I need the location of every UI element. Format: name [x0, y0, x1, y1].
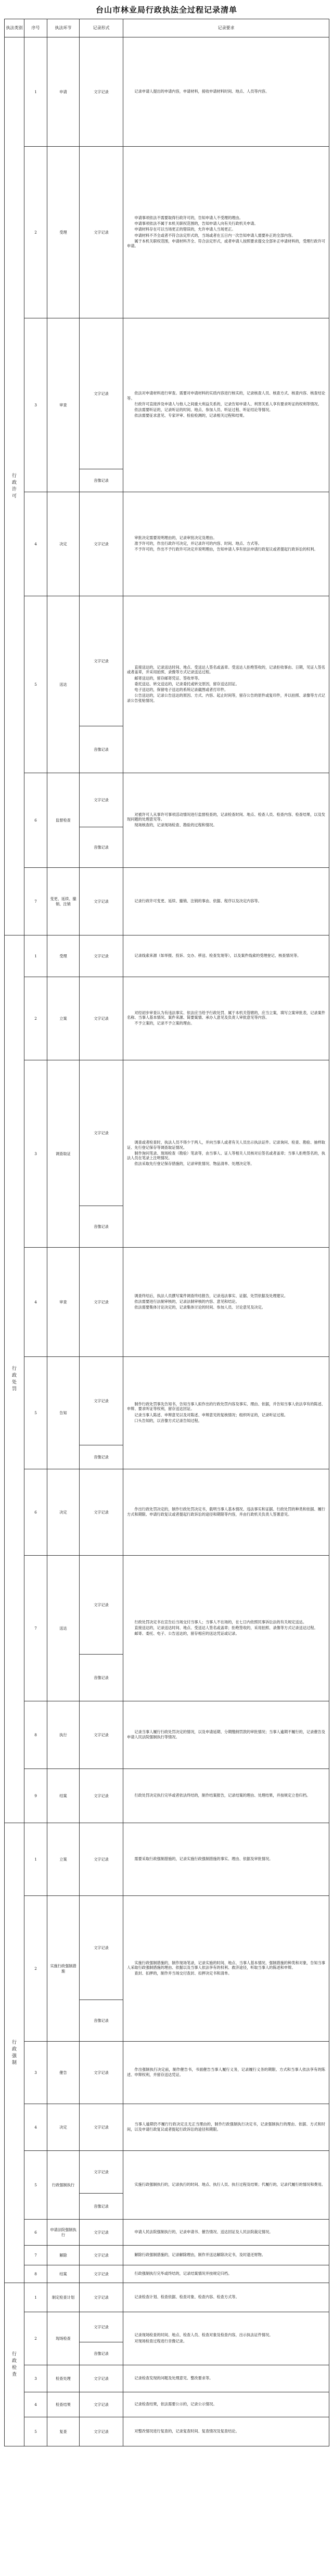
category-cell	[5, 1823, 24, 2283]
row-number: 5	[24, 596, 47, 773]
requirement-paragraph: 不予许可的，作出不予行政许可决定并说明理由，告知申请人享有依法申请行政复议或者提起行政诉讼的权利。	[134, 547, 318, 552]
requirement-paragraph: 属于本机关职权范围，申请材料齐全、符合法定形式，或者申请人按照要求提交全部补正申请材料的，受理行政许可申请。	[127, 238, 325, 248]
record-form-cell: 文字记录	[80, 1556, 123, 1655]
stage-cell: 实施行政强制措施	[47, 1896, 80, 2042]
row-number: 4	[24, 2104, 47, 2151]
record-form-cell: 文字记录	[80, 596, 123, 726]
stage-cell: 决定	[47, 1469, 80, 1556]
stage-cell: 调查取证	[47, 1060, 80, 1248]
requirement-cell	[123, 1357, 329, 1469]
row-number: 6	[24, 773, 47, 868]
stage-cell: 结案	[47, 2265, 80, 2283]
record-form-cell: 文字记录	[80, 2246, 123, 2265]
record-form-cell: 文字记录	[80, 1769, 123, 1823]
requirement-paragraph: 申请事项依法不需要取得行政许可的，告知申请人不受理的理由。	[134, 215, 243, 220]
stage-cell: 立案	[47, 1823, 80, 1896]
row-number: 8	[24, 2265, 47, 2283]
requirement-cell	[123, 318, 329, 492]
stage-cell: 审查	[47, 318, 80, 492]
record-form-cell: 文字记录	[80, 2283, 123, 2312]
requirement-cell	[123, 2265, 329, 2283]
requirement-paragraph: 邮寄、委托、电子、公告送达的，留存相应的送达凭证或记录。	[134, 1631, 239, 1636]
requirement-cell	[123, 2312, 329, 2365]
record-form-cell: 文字记录	[80, 2365, 123, 2392]
row-number: 6	[24, 1469, 47, 1556]
requirement-paragraph: 行政强制执行完毕或终结的，记录结案情况并按规定归档。	[134, 2271, 232, 2276]
requirement-paragraph: 申请人民法院强制执行的，记录申请书、催告情况、送达回证及人民法院裁定情况。	[134, 2229, 273, 2234]
row-number: 4	[24, 1248, 47, 1357]
requirement-paragraph: 申请材料存在可以当场更正的错误的，允许申请人当场更正。	[134, 227, 236, 232]
table-row	[5, 1357, 329, 1445]
requirement-paragraph: 不予立案的，记录不予立案的理由。	[134, 1021, 195, 1026]
row-number: 5	[24, 2417, 47, 2446]
requirement-cell	[123, 2220, 329, 2246]
requirement-paragraph: 制作询问笔录、现场检查（勘验）笔录等，由当事人、证人等相关人员核对后签名或者盖章；当事人拒绝签名的，执法人员在笔录上注明情况。	[127, 1150, 325, 1161]
table-row	[5, 2104, 329, 2151]
stage-cell: 受理	[47, 147, 80, 318]
requirement-paragraph: 对现场检查过程进行音像记录。	[134, 2338, 187, 2343]
record-form-cell: 文字记录	[80, 773, 123, 827]
stage-cell: 决定	[47, 492, 80, 596]
requirement-paragraph: 行政处罚决定书在宣告后当场交付当事人；当事人不在场的，在七日内依照民事诉讼法的有关规定送达。	[134, 1619, 307, 1624]
requirement-paragraph: 查封、扣押的，制作并当场交付查封、扣押决定书和清单。	[134, 1971, 232, 1976]
record-form-cell: 音像记录	[80, 1206, 123, 1248]
table-row	[5, 318, 329, 469]
requirement-paragraph: 依法需要集体讨论决定的，记录集体讨论的时间、参加人员、讨论意见及决定。	[134, 1305, 265, 1310]
table-row	[5, 2220, 329, 2246]
requirement-paragraph: 解除行政强制措施的，记录解除理由，制作并送达解除决定书，及时退还财物。	[134, 2252, 265, 2257]
requirement-paragraph: 记录线索来源（如举报、投诉、交办、移送、检查发现等），以及案件线索的受理登记、核查情况等。	[134, 953, 301, 958]
requirement-paragraph: 记录检查计划、检查依据、检查对象、检查内容、检查方式等。	[134, 2294, 239, 2299]
record-form-cell: 文字记录	[80, 2151, 123, 2194]
record-form-cell: 音像记录	[80, 2000, 123, 2042]
record-form-cell: 文字记录	[80, 2042, 123, 2104]
row-number: 1	[24, 37, 47, 147]
row-number: 7	[24, 868, 47, 935]
table-row	[5, 37, 329, 147]
stage-cell: 决定	[47, 2104, 80, 2151]
stage-cell: 申请	[47, 37, 80, 147]
requirement-paragraph: 行政处罚决定执行完毕或者依法终结的，制作结案报告，记录结案的理由、处理结果，并按规定立卷归档。	[134, 1792, 311, 1798]
record-form-cell: 文字记录	[80, 2417, 123, 2446]
requirement-paragraph: 实施行政强制措施的，制作现场笔录，记录实施的时间、地点、当事人基本情况、强制措施的种类和对象，告知当事人采取行政强制措施的理由、依据以及当事人依法享有的权利、救济途径，听取当事人的陈述和申辩。	[127, 1960, 325, 1970]
requirement-paragraph: 申请事项依法不属于本机关职权范围的，告知申请人向有关行政机关申请。	[134, 221, 258, 226]
requirement-cell	[123, 2283, 329, 2312]
requirement-paragraph: 口头告知的，以音像方式记录告知过程。	[134, 1418, 202, 1423]
table-row	[5, 1896, 329, 2000]
requirement-paragraph: 现场核查的，记录现场检查、勘验的过程和情况。	[134, 823, 217, 828]
table-row	[5, 2265, 329, 2283]
table-row	[5, 1769, 329, 1823]
table-row	[5, 977, 329, 1060]
stage-cell: 催告	[47, 2042, 80, 2104]
requirement-paragraph: 电子送达的，保留电子送达的系统记录截图或者打印件。	[134, 687, 228, 693]
header-number: 序号	[24, 19, 47, 37]
requirement-cell	[123, 1769, 329, 1823]
table-row	[5, 492, 329, 596]
requirement-paragraph: 调查或者检查时，执法人员不得少于两人，并向当事人或者有关人员出示执法证件。记录询问、检查、勘验、抽样取证、先行登记保存等调查取证情况。	[127, 1140, 325, 1150]
row-number: 5	[24, 2151, 47, 2220]
requirement-cell	[123, 2246, 329, 2265]
requirement-paragraph: 依法需要进行法制审核的，记录法制审核的内容、意见和结论。	[134, 1299, 239, 1304]
requirement-cell	[123, 773, 329, 868]
record-form-cell: 文字记录	[80, 2104, 123, 2151]
stage-cell: 结案	[47, 1769, 80, 1823]
requirement-paragraph: 准予许可的，作出行政许可决定，并记录许可的内容、时间、地点、方式等。	[134, 541, 262, 546]
table-row	[5, 2312, 329, 2342]
row-number: 2	[24, 1896, 47, 2042]
requirement-paragraph: 作出强制执行决定前，制作催告书，书面催告当事人履行义务，记录履行义务的期限、方式和当事人依法享有的陈述、申辩权利，并留存送达凭证。	[127, 2067, 325, 2077]
record-form-cell: 文字记录	[80, 1357, 123, 1445]
row-number: 3	[24, 2042, 47, 2104]
row-number: 3	[24, 1060, 47, 1248]
requirement-paragraph: 邮寄送达的，留存邮寄凭证、签收单等。	[134, 675, 202, 681]
requirement-cell	[123, 2151, 329, 2220]
requirement-cell	[123, 2365, 329, 2392]
table-row	[5, 868, 329, 935]
requirement-cell	[123, 2104, 329, 2151]
header-record-requirement: 记录要求	[123, 19, 329, 37]
record-form-cell: 文字记录	[80, 2312, 123, 2342]
requirement-paragraph: 对经初步审查认为有违法事实、依法应当给予行政处罚、属于本机关管辖的，应当立案，填写立案审批表，记录案件名称、当事人基本情况、案件来源、简要案情、承办人意见及负责人审批意见等内容。	[127, 1010, 325, 1020]
table-row	[5, 2417, 329, 2446]
record-form-cell: 文字记录	[80, 492, 123, 596]
category-cell	[5, 2283, 24, 2446]
requirement-paragraph: 记录现场检查的时间、地点、检查人员、检查对象及检查内容，出示执法证件情况。	[134, 2333, 273, 2338]
table-row	[5, 2042, 329, 2104]
requirement-paragraph: 依法采取先行登记保存措施的，记录审批情况、物品清单、处理决定等。	[134, 1161, 254, 1167]
table-row	[5, 1469, 329, 1556]
requirement-paragraph: 实施行政强制执行的，记录执行的时间、地点、执行人员、执行过程及结果；代履行的，记录代履行的情况和费用。	[134, 2182, 325, 2187]
record-form-cell: 文字记录	[80, 2220, 123, 2246]
requirement-paragraph: 记录申请人提出的申请内容，申请材料，接收申请材料时间、地点、人员等内容。	[134, 88, 270, 94]
table-row	[5, 1248, 329, 1357]
record-form-cell: 音像记录	[80, 2194, 123, 2220]
row-number: 1	[24, 935, 47, 977]
record-form-cell: 文字记录	[80, 147, 123, 318]
requirement-cell	[123, 1701, 329, 1769]
category-label: 行政强制	[12, 2040, 18, 2066]
record-form-cell: 音像记录	[80, 827, 123, 868]
table-row	[5, 2246, 329, 2265]
requirement-cell	[123, 1248, 329, 1357]
category-label: 行政处罚	[12, 1366, 18, 1392]
requirement-paragraph: 公告送达的，记录公告送达的原因、方式、内容、起止时间等，留存公告的原件或复印件，并以拍照、录像等方式记录公告张贴情况。	[127, 693, 325, 703]
record-form-cell: 音像记录	[80, 469, 123, 492]
stage-cell: 制定检查计划	[47, 2283, 80, 2312]
requirement-cell	[123, 1556, 329, 1701]
table-row	[5, 2365, 329, 2392]
requirement-paragraph: 直接送达的，记录送达时间、地点、受送达人签名或盖章。受送达人拒绝签收的，记录拒收事由、日期，见证人签名或者盖章，并采用拍照、录像等方式记录送达过程。	[127, 665, 325, 675]
record-form-cell: 文字记录	[80, 2265, 123, 2283]
stage-cell: 立案	[47, 977, 80, 1060]
requirement-paragraph: 需要采取行政强制措施的，记录实施行政强制措施的事实、理由、依据及审批情况。	[134, 1856, 273, 1861]
category-cell	[5, 37, 24, 935]
requirement-paragraph: 审批决定需要说明理由的，记录审批决定及理由。	[134, 535, 217, 540]
record-form-cell: 文字记录	[80, 1248, 123, 1357]
requirement-paragraph: 制作行政处罚事先告知书，告知当事人拟作出的行政处罚内容及事实、理由、依据，并告知当事人依法享有的陈述、申辩、要求听证等权利，留存送达回证。	[127, 1402, 325, 1412]
record-form-cell: 音像记录	[80, 1445, 123, 1469]
table-row	[5, 147, 329, 318]
stage-cell: 复查	[47, 2417, 80, 2446]
row-number: 5	[24, 1357, 47, 1469]
header-category: 执法类别	[5, 19, 24, 37]
requirement-cell	[123, 1823, 329, 1896]
table-row	[5, 1823, 329, 1896]
row-number: 8	[24, 1701, 47, 1769]
stage-cell: 变更、延续、撤销、注销	[47, 868, 80, 935]
row-number: 7	[24, 2246, 47, 2265]
row-number: 3	[24, 318, 47, 492]
table-row	[5, 1060, 329, 1206]
requirement-paragraph: 直接送达的，记录送达时间、地点、受送达人签名或盖章；拒绝签收的，采用拍照、录像等方式记录送达过程。	[134, 1625, 318, 1630]
header-stage: 执法环节	[47, 19, 80, 37]
record-form-cell: 音像记录	[80, 726, 123, 773]
requirement-paragraph: 调查终结后，执法人员撰写案件调查终结报告，记录违法事实、证据、处罚依据及处理建议。	[134, 1293, 288, 1298]
table-row	[5, 773, 329, 827]
row-number: 4	[24, 492, 47, 596]
row-number: 9	[24, 1769, 47, 1823]
record-form-cell: 音像记录	[80, 1655, 123, 1701]
table-row	[5, 935, 329, 977]
row-number: 1	[24, 2283, 47, 2312]
stage-cell: 告知	[47, 1357, 80, 1469]
requirement-cell	[123, 1896, 329, 2042]
requirement-cell	[123, 1060, 329, 1248]
table-row	[5, 1701, 329, 1769]
requirement-paragraph: 记录检查发现的问题及处理意见、整改要求等。	[134, 2375, 213, 2380]
requirement-paragraph: 当事人逾期仍不履行行政决定且无正当理由的，制作行政强制执行决定书，记录强制执行的理由、依据、方式和时间，以及申请行政复议或者提起行政诉讼的途径和期限。	[127, 2122, 325, 2132]
category-label: 行政许可	[12, 473, 18, 499]
stage-cell: 行政强制执行	[47, 2151, 80, 2220]
requirement-paragraph: 对被许可人从事许可事项活动情况进行监督检查的，记录检查时间、地点、检查人员、检查内容、检查结果，以及发现问题的处理意见等。	[127, 812, 325, 822]
stage-cell: 执行	[47, 1701, 80, 1769]
row-number: 6	[24, 2220, 47, 2246]
row-number: 7	[24, 1556, 47, 1701]
stage-cell: 受理	[47, 935, 80, 977]
stage-cell: 现场检查	[47, 2312, 80, 2365]
record-form-cell: 文字记录	[80, 1060, 123, 1206]
page-title: 台山市林业局行政执法全过程记录清单	[95, 5, 237, 15]
stage-cell: 申请法院强制执行	[47, 2220, 80, 2246]
table-row	[5, 2283, 329, 2312]
row-number: 2	[24, 147, 47, 318]
requirement-paragraph: 记录当事人履行行政处罚决定的情况，以及申请延期、分期缴纳罚款的审批情况；当事人逾期不履行的，记录催告及申请人民法院强制执行等情况。	[127, 1729, 325, 1739]
stage-cell: 监督检查	[47, 773, 80, 868]
record-form-cell: 文字记录	[80, 935, 123, 977]
table-row	[5, 596, 329, 726]
header-record-form: 记录形式	[80, 19, 123, 37]
table-row	[5, 1556, 329, 1655]
record-form-cell: 文字记录	[80, 2392, 123, 2417]
requirement-paragraph: 记录当事人陈述、申辩意见以及对陈述、申辩意见的复核情况；组织听证的，记录听证过程。	[134, 1412, 288, 1417]
row-number: 4	[24, 2392, 47, 2417]
requirement-paragraph: 对整改情况进行复查的，记录复查时间、复查情况及复查结论。	[134, 2428, 239, 2433]
requirement-cell	[123, 37, 329, 147]
table-row	[5, 2392, 329, 2417]
record-form-cell: 文字记录	[80, 318, 123, 469]
record-form-cell: 文字记录	[80, 868, 123, 935]
record-form-cell: 文字记录	[80, 1896, 123, 2000]
stage-cell: 解除	[47, 2246, 80, 2265]
row-number: 1	[24, 1823, 47, 1896]
row-number: 2	[24, 977, 47, 1060]
requirement-paragraph: 行政许可直接涉及申请人与他人之间重大利益关系的，记录告知申请人、利害关系人享有要求听证的权利等情况。	[134, 401, 322, 406]
requirement-paragraph: 依法需要听证的，记录听证的时间、地点、参加人员、听证过程、听证结论等情况。	[134, 407, 273, 413]
requirement-paragraph: 记录检查结果，依法需要公示的，记录公示情况。	[134, 2401, 217, 2406]
requirement-cell	[123, 1469, 329, 1556]
requirement-cell	[123, 935, 329, 977]
table-row	[5, 2151, 329, 2194]
record-form-cell: 文字记录	[80, 37, 123, 147]
record-form-cell: 文字记录	[80, 1823, 123, 1896]
stage-cell: 送达	[47, 1556, 80, 1701]
record-form-cell: 文字记录	[80, 977, 123, 1060]
requirement-paragraph: 申请材料不齐全或者不符合法定形式的，当场或者在五日内一次告知申请人需要补正的全部内容。	[134, 233, 296, 238]
stage-cell: 检查结果	[47, 2392, 80, 2417]
requirement-paragraph: 委托送达、转交送达的，记录委托或转交原因，留存送达回证。	[134, 681, 239, 686]
category-cell	[5, 935, 24, 1823]
record-list-table	[4, 19, 329, 2446]
requirement-cell	[123, 2392, 329, 2417]
category-label: 行政检查	[12, 2351, 18, 2377]
record-form-cell: 音像记录	[80, 2342, 123, 2365]
requirement-cell	[123, 147, 329, 318]
stage-cell: 审查	[47, 1248, 80, 1357]
requirement-cell	[123, 977, 329, 1060]
requirement-cell	[123, 868, 329, 935]
stage-cell: 检查处理	[47, 2365, 80, 2392]
requirement-cell	[123, 596, 329, 773]
requirement-cell	[123, 492, 329, 596]
record-form-cell: 文字记录	[80, 1701, 123, 1769]
requirement-paragraph: 依法对申请材料进行审查。需要对申请材料的实质内容进行核实的，记录核查人员、核查方式、核查内容、核查结论等。	[127, 391, 325, 401]
requirement-cell	[123, 2042, 329, 2104]
requirement-paragraph: 依法需要征求意见、专家评审、检验检测的，记录相关过程和结果。	[134, 413, 247, 418]
row-number: 3	[24, 2365, 47, 2392]
row-number: 2	[24, 2312, 47, 2365]
requirement-paragraph: 记录行政许可变更、延续、撤销、注销的事由、依据、程序以及决定内容等。	[134, 898, 262, 903]
requirement-paragraph: 作出行政处罚决定的，制作行政处罚决定书，载明当事人基本情况、违法事实和证据、行政处罚的种类和依据、履行方式和期限、申请行政复议或者提起行政诉讼的途径和期限等内容，并由行政机关负责人签署意见。	[127, 1507, 325, 1517]
header-row	[5, 19, 329, 37]
stage-cell: 送达	[47, 596, 80, 773]
requirement-cell	[123, 2417, 329, 2446]
record-form-cell: 文字记录	[80, 1469, 123, 1556]
